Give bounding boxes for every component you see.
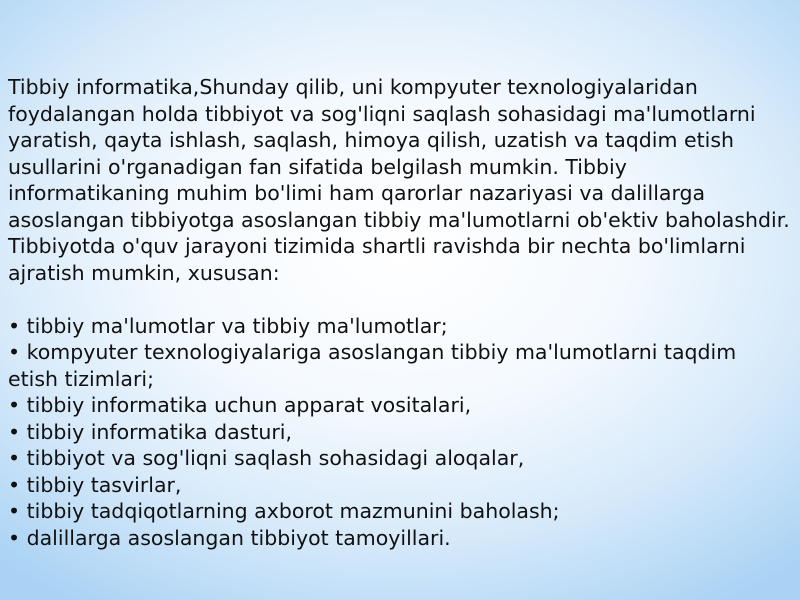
list-item: • tibbiy informatika uchun apparat vositalari,	[8, 393, 472, 417]
list-item: • tibbiy tasvirlar,	[8, 472, 182, 497]
slide-text-block	[8, 74, 792, 551]
list-item: • tibbiy ma'lumotlar va tibbiy ma'lumotlar;	[8, 313, 448, 338]
list-item: • dalillarga asoslangan tibbiyot tamoyillari.	[8, 525, 451, 550]
list-item: • kompyuter texnologiyalariga asoslangan tibbiy ma'lumotlarni taqdim etish tizimlari;	[8, 340, 737, 391]
bullet-list	[8, 313, 792, 552]
list-item: • tibbiy informatika dasturi,	[8, 419, 293, 444]
intro-paragraph: Tibbiy informatika,Shunday qilib, uni kompyuter texnologiyalaridan foydalangan holda tibbiyot va sog'liqni saqlash sohasidagi ma'lumotlarni yaratish, qayta ishlash, saqlash, himoya qilish, uzatish va taqdim etish usullarini o'rganadigan fan sifatida belgilash mumkin. Tibbiy informatikaning muhim bo'limi ham qarorlar nazariyasi va dalillarga asoslangan tibbiyotga asoslangan tibbiy ma'lumotlarni ob'ektiv baholashdir. Tibbiyotda o'quv jarayoni tizimida shartli ravishda bir nechta bo'limlarni ajratish mumkin, xususan:	[8, 75, 790, 285]
list-item: • tibbiy tadqiqotlarning axborot mazmunini baholash;	[8, 499, 560, 523]
list-item: • tibbiyot va sog'liqni saqlash sohasidagi aloqalar,	[8, 446, 525, 470]
